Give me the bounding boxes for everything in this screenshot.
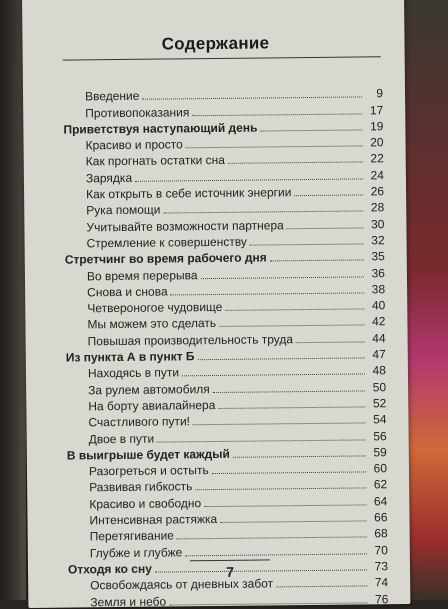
dot-leader	[204, 504, 366, 507]
toc-entry-page: 17	[369, 102, 384, 117]
toc-entry-page: 52	[372, 396, 387, 411]
toc-entry-title: Интенсивная растяжка	[89, 512, 218, 528]
toc-entry-page: 50	[372, 379, 387, 394]
toc-entry-title: Красиво и свободно	[89, 495, 202, 512]
dot-leader	[182, 374, 365, 377]
dot-leader	[171, 292, 365, 295]
toc-entry-page: 36	[371, 265, 386, 280]
dot-leader	[287, 227, 364, 229]
dot-leader	[228, 162, 363, 164]
toc-entry-page: 42	[372, 314, 386, 329]
toc-entry-page: 38	[371, 282, 386, 297]
dot-leader	[225, 309, 364, 311]
toc-entry-title: Красиво и просто	[85, 137, 183, 153]
dot-leader	[163, 211, 363, 214]
toc-entry-page: 70	[374, 542, 388, 557]
toc-entry-page: 40	[371, 298, 386, 313]
dot-leader	[233, 455, 366, 457]
dot-leader	[135, 178, 363, 181]
toc-entry-title: Из пункта А в пункт Б	[65, 349, 195, 365]
page-number: 7	[226, 563, 235, 580]
toc-entry-page: 73	[374, 559, 389, 574]
toc-entry-page: 64	[373, 493, 388, 509]
toc-entry	[68, 589, 388, 609]
toc-entry-title: Как прогнать остатки сна	[85, 153, 225, 169]
toc-entry-page: 74	[374, 575, 389, 590]
dot-leader	[177, 537, 367, 540]
toc-entry-title: Приветствуя наступающий день	[63, 120, 258, 137]
toc-entry-page: 24	[370, 168, 384, 183]
toc-entry-title: Повышая производительность труда	[87, 331, 294, 349]
toc-entry-page: 9	[376, 86, 384, 101]
toc-entry-page: 19	[369, 119, 384, 134]
dot-leader	[193, 423, 366, 426]
toc-entry-title: В выигрыше будет каждый	[66, 446, 230, 463]
dot-leader	[250, 243, 364, 245]
dot-leader	[296, 341, 365, 343]
dot-leader	[270, 260, 364, 262]
toc-entry-page: 22	[370, 151, 384, 166]
toc-entry-page: 76	[374, 591, 389, 606]
toc-entry-page: 28	[370, 200, 385, 215]
toc-entry-title: На борту авиалайнера	[88, 397, 216, 414]
dot-leader	[157, 439, 366, 442]
dot-leader	[294, 195, 363, 197]
book-page	[22, 0, 410, 608]
toc-entry-title: Рука помощи	[86, 202, 161, 218]
toc-entry-title: Глубже и глубже	[89, 544, 183, 560]
dot-leader	[142, 97, 362, 100]
toc-entry-page: 32	[371, 233, 385, 248]
toc-entry-page: 59	[373, 445, 387, 460]
toc-entry-page: 30	[370, 216, 385, 232]
dot-leader	[195, 488, 366, 491]
toc-entry-title: Развивая гибкость	[89, 479, 193, 495]
dot-leader	[198, 357, 365, 360]
toc-entry-title: Зарядка	[85, 170, 133, 186]
toc-entry-page: 35	[371, 249, 385, 264]
toc-entry-title: Находясь в пути	[87, 365, 180, 381]
dot-leader	[169, 602, 367, 605]
toc-entry-title: Земля и небо	[90, 594, 167, 609]
dot-leader	[192, 113, 362, 116]
toc-entry-title: Во время перерыва	[86, 267, 198, 283]
dot-leader	[220, 520, 366, 523]
toc-entry-title: Стретчинг во время рабочего дня	[64, 250, 267, 267]
table-of-contents	[63, 84, 388, 609]
dot-leader	[212, 472, 366, 475]
toc-entry-page: 47	[372, 347, 386, 362]
toc-entry-title: Противопоказания	[85, 104, 190, 120]
dot-leader	[185, 553, 367, 556]
toc-entry-page: 26	[370, 184, 385, 199]
toc-entry-title: Разогреться и остыть	[88, 463, 209, 479]
toc-entry-title: Двое в пути	[88, 431, 155, 446]
dot-leader	[219, 325, 364, 328]
toc-entry-title: Учитывайте возможности партнера	[86, 217, 284, 235]
toc-entry-page: 66	[374, 510, 388, 525]
toc-entry-title: Перетягивание	[89, 528, 174, 544]
toc-entry-title: Мы можем это сделать	[87, 316, 217, 332]
toc-entry-page: 48	[372, 363, 387, 378]
toc-entry-page: 60	[373, 461, 388, 476]
toc-entry-title: Введение	[84, 89, 140, 104]
toc-entry-title: Как открыть в себе источник энергии	[86, 185, 292, 202]
title-divider	[63, 56, 381, 60]
toc-entry-title: Четвероногое чудовище	[87, 300, 223, 316]
toc-entry-title: Снова и снова	[87, 284, 168, 300]
toc-entry-title: Освобождаясь от дневных забот	[90, 576, 274, 593]
dot-leader	[201, 276, 364, 279]
dot-leader	[186, 146, 363, 149]
dot-leader	[218, 406, 365, 409]
toc-entry-title: Стремление к совершенству	[86, 234, 247, 251]
toc-entry-page: 20	[370, 135, 384, 150]
toc-entry-page: 68	[374, 526, 388, 541]
dot-leader	[213, 390, 365, 393]
toc-entry-title: За рулем автомобиля	[88, 381, 210, 397]
toc-entry-page: 54	[373, 412, 387, 427]
toc-entry-page: 44	[372, 330, 386, 346]
page-title: Содержание	[161, 33, 270, 54]
toc-entry-title: Счастливого пути!	[88, 414, 191, 430]
toc-entry-page: 56	[373, 428, 387, 443]
dot-leader	[155, 569, 367, 572]
toc-entry-title: Отходя ко сну	[67, 561, 152, 577]
dot-leader	[276, 586, 367, 588]
toc-entry-page: 62	[373, 477, 388, 492]
dot-leader	[260, 129, 362, 131]
